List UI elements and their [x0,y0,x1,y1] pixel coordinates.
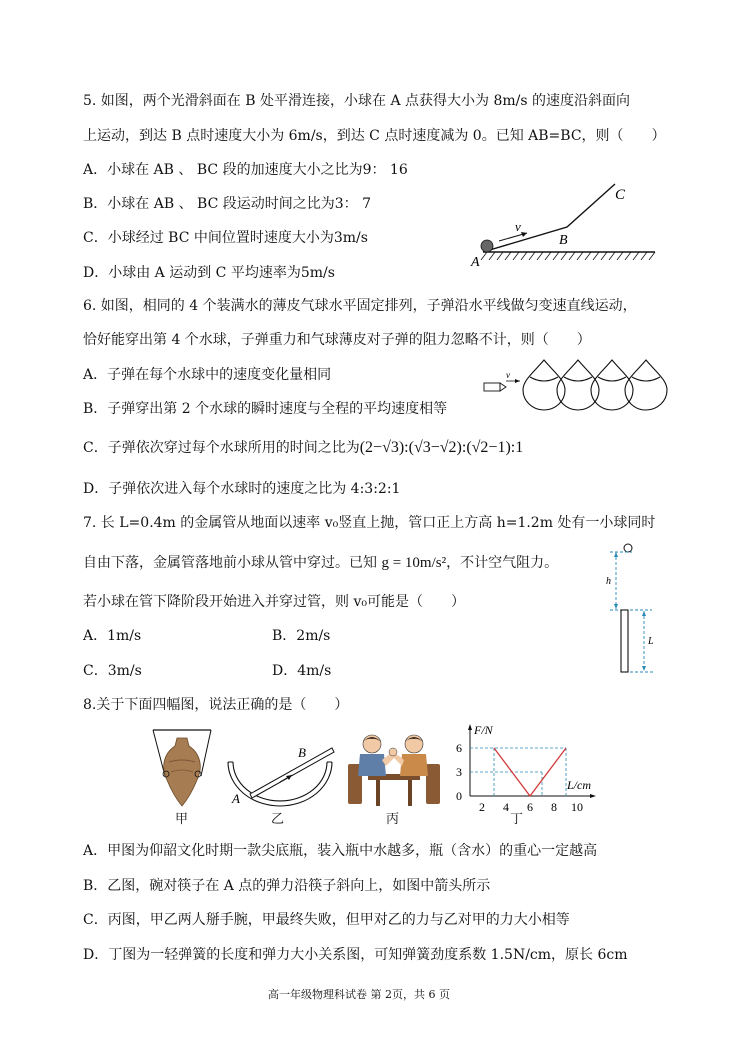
q6-water-balloons-figure [478,356,668,414]
q7-option-c: C．3m/s [83,663,142,679]
q8-option-d: D．丁图为一轻弹簧的长度和弹力大小关系图，可知弹簧劲度系数 1.5N/cm，原长 6cm [83,947,628,963]
q7-stem-line3: 若小球在管下降阶段开始进入并穿过管，则 v₀可能是（ ） [83,594,465,610]
q5-label-a: A [471,255,480,270]
q8-fig-yi-bowl [220,740,340,808]
q7-option-a: A．1m/s [83,628,142,644]
q6-option-c-text: C．子弹依次穿过每个水球所用的时间之比为 [83,440,360,456]
q8-graph-xtick-2: 2 [479,800,485,814]
q7-option-d: D．4m/s [272,663,332,679]
q5-incline-figure [465,178,665,270]
q7-option-b: B．2m/s [272,628,331,644]
q5-option-c: C．小球经过 BC 中间位置时速度大小为3m/s [83,230,368,246]
boy-left-body [358,754,386,776]
balloon-3 [591,360,633,410]
balloon-2 [557,360,599,410]
boy-right-body [400,754,428,776]
q6-option-c [83,439,523,457]
q5-option-a: A．小球在 AB 、 BC 段的加速度大小之比为9： 16 [83,162,408,178]
q8-graph-ytick-6: 6 [456,741,462,755]
q6-stem-line1: 6. 如图，相同的 4 个装满水的薄皮气球水平固定排列，子弹沿水平线做匀变速直线运动， [83,298,637,314]
q5-stem-line1: 5. 如图，两个光滑斜面在 B 处平滑连接，小球在 A 点获得大小为 8m/s 的速度沿斜面向 [83,93,630,109]
q8-fig-jia-amphora [147,728,217,808]
bullet-icon [484,383,500,391]
balloon-1 [523,360,565,410]
balloon-4 [625,360,667,410]
q5-stem-line2: 上运动，到达 B 点时速度大小为 6m/s，到达 C 点时速度减为 0。已知 AB=BC，则（ ） [83,128,666,144]
q8-stem: 8.关于下面四幅图，说法正确的是（ ） [83,697,349,713]
ball-icon [481,240,493,252]
q8-fig-yi-label-b: B [298,745,306,760]
q8-graph-xtick-4: 4 [503,800,509,814]
q8-fig-bing-arm-wrestling [346,730,442,808]
q8-caption-bing: 丙 [386,812,400,827]
q7-label-l: L [648,636,654,647]
q7-stem-line1: 7. 长 L=0.4m 的金属管从地面以速率 v₀竖直上抛，管口正上方高 h=1.2m 处有一小球同时 [83,515,656,531]
q8-graph-xtick-10: 10 [571,800,583,814]
q8-caption-jia: 甲 [175,812,189,827]
q8-option-b: B．乙图，碗对筷子在 A 点的弹力沿筷子斜向上，如图中箭头所示 [83,878,491,894]
q6-option-c-formula: (2−√3):(√3−√2):(√2−1):1 [359,439,524,456]
q8-option-c: C．丙图，甲乙两人掰手腕，甲最终失败，但甲对乙的力与乙对甲的力大小相等 [83,912,570,928]
q8-graph-xtick-8: 8 [551,800,557,814]
metal-tube [621,610,628,672]
q8-graph-ytick-0: 0 [456,789,462,803]
q8-caption-ding: 丁 [510,812,524,827]
q7-stem-line2-text: 自由下落，金属管落地前小球从管中穿过。已知 [83,555,377,571]
chopstick [250,748,334,798]
q7-stem-line2 [83,554,558,572]
q6-option-d: D．子弹依次进入每个水球时的速度之比为 4:3:2:1 [83,481,401,497]
q6-stem-line2: 恰好能穿出第 4 个水球，子弹重力和气球薄皮对子弹的阻力忽略不计，则（ ） [83,332,591,348]
q8-graph-xtick-6: 6 [527,800,533,814]
q6-option-a: A．子弹在每个水球中的速度变化量相同 [83,367,332,383]
q7-stem-line2-suffix: ，不计空气阻力。 [446,555,559,571]
q8-graph-xlabel: L/cm [567,778,591,792]
q5-option-b: B．小球在 AB 、 BC 段运动时间之比为3： 7 [83,196,372,212]
q7-tube-figure [596,540,666,680]
q8-graph-ylabel: F/N [474,723,493,737]
q8-graph-ytick-3: 3 [456,765,462,779]
page-footer: 高一年级物理科试卷 第 2页，共 6 页 [268,988,450,1001]
q6-option-b: B．子弹穿出第 2 个水球的瞬时速度与全程的平均速度相等 [83,401,448,417]
q8-caption-yi: 乙 [271,812,285,827]
q8-option-a: A．甲图为仰韶文化时期一款尖底瓶，装入瓶中水越多，瓶（含水）的重心一定越高 [83,843,598,859]
q5-label-v: v [515,219,521,234]
q5-option-d: D．小球由 A 运动到 C 平均速率为5m/s [83,265,335,281]
q8-fig-yi-label-a: A [232,791,240,806]
q6-label-v: v [506,370,510,380]
q7-gravity-formula: g = 10m/s² [381,555,447,571]
amphora-icon [164,738,201,806]
falling-ball-icon [624,544,632,552]
q7-label-h: h [606,576,611,587]
q8-fig-ding-graph [442,722,612,816]
q5-label-b: B [559,233,568,248]
q5-label-c: C [615,187,626,203]
